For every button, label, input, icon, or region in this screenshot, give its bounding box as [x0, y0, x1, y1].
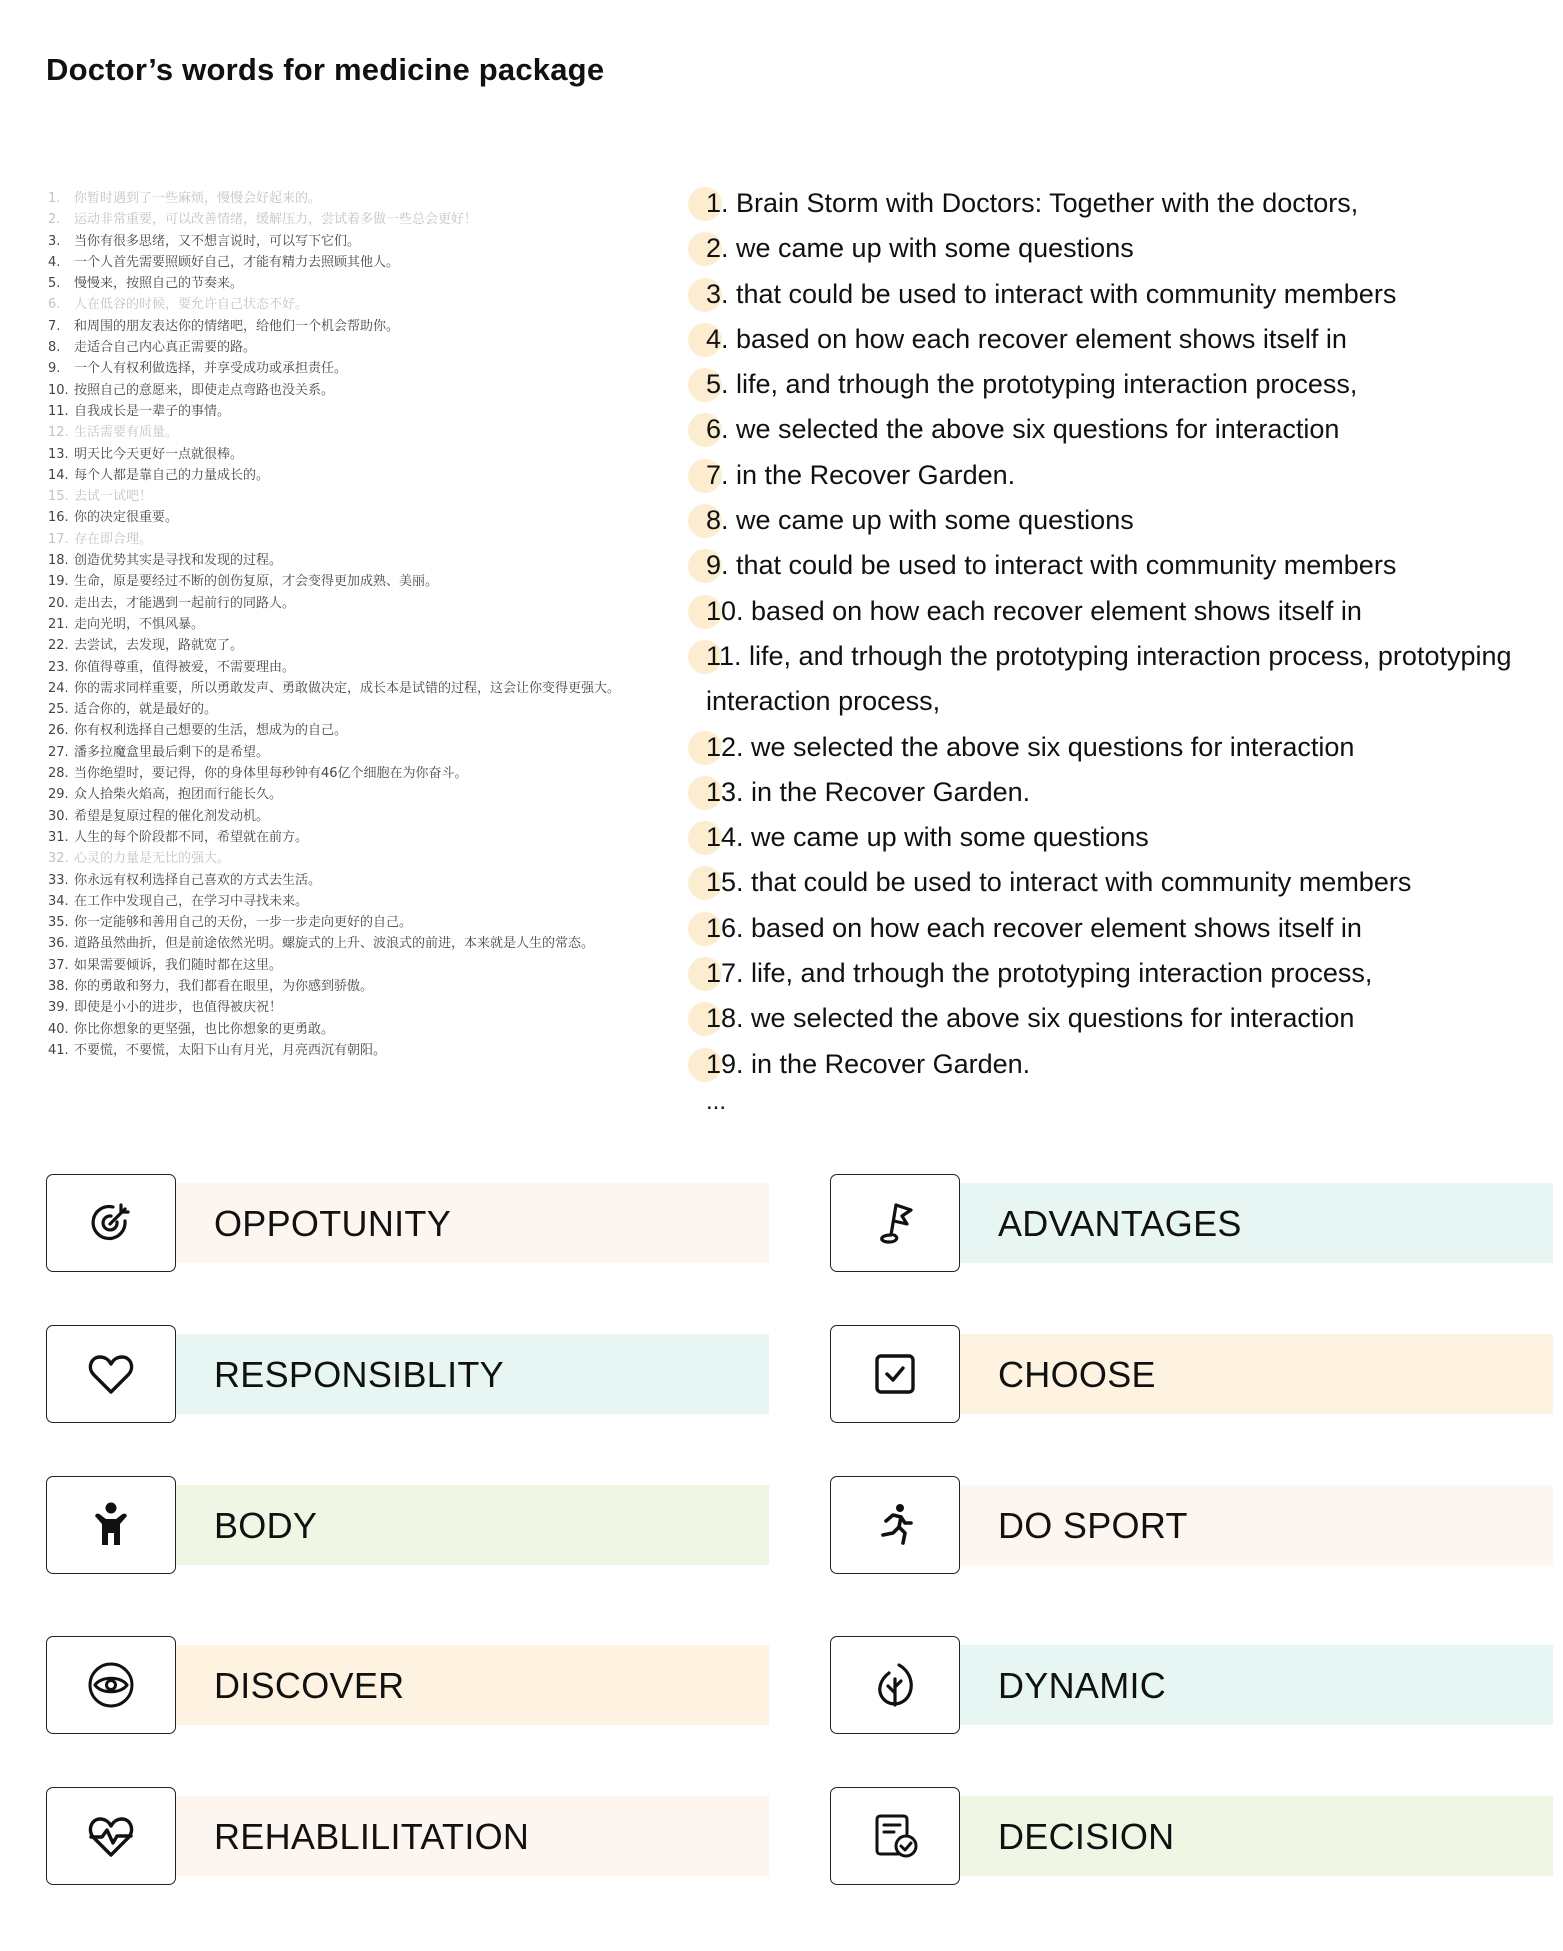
en-list-item: 3. that could be used to interact with community members	[692, 272, 1552, 317]
cn-list-number: 22.	[48, 638, 69, 654]
cn-list-item	[48, 1019, 688, 1040]
cn-list-number: 7.	[48, 318, 61, 334]
cn-list-text: 你永远有权利选择自己喜欢的方式去生活。	[74, 872, 322, 888]
cn-list-number: 14.	[48, 467, 69, 483]
cn-list-number: 28.	[48, 766, 69, 782]
card-discover	[46, 1636, 769, 1736]
cn-list-text: 去试一试吧！	[74, 489, 153, 505]
card-label: DISCOVER	[214, 1665, 405, 1706]
cn-list-item	[48, 273, 688, 294]
cn-list-number: 41.	[48, 1042, 69, 1058]
cn-list-number: 30.	[48, 808, 69, 824]
cn-list-number: 33.	[48, 872, 69, 888]
cn-list-item	[48, 358, 688, 379]
cn-list-text: 潘多拉魔盒里最后剩下的是希望。	[74, 744, 270, 760]
cn-list-item	[48, 188, 688, 209]
cn-list-item	[48, 784, 688, 805]
cn-list-text: 生命，原是要经过不断的创伤复原，才会变得更加成熟、美丽。	[74, 574, 439, 590]
cn-list-text: 运动非常重要，可以改善情绪，缓解压力，尝试着多做一些总会更好！	[74, 212, 478, 228]
cn-list-item	[48, 465, 688, 486]
cn-list-item	[48, 806, 688, 827]
cn-list-item	[48, 550, 688, 571]
page-title: Doctor’s words for medicine package	[46, 52, 605, 87]
en-list-item: 11. life, and trhough the prototyping interaction process, prototyping interaction process,	[692, 634, 1552, 725]
en-list-item: 6. we selected the above six questions for interaction	[692, 407, 1552, 452]
cn-list-number: 9.	[48, 361, 61, 377]
cn-list-text: 一个人有权利做选择，并享受成功或承担责任。	[74, 361, 348, 377]
cn-list-item	[48, 720, 688, 741]
en-list-item: 14. we came up with some questions	[692, 815, 1552, 860]
cn-list-number: 11.	[48, 403, 69, 419]
cn-list-item	[48, 529, 688, 550]
cn-list-number: 38.	[48, 978, 69, 994]
cn-list-number: 40.	[48, 1021, 69, 1037]
cn-list-item	[48, 209, 688, 230]
english-notes-list	[692, 181, 1552, 1087]
card-label: OPPOTUNITY	[214, 1203, 452, 1244]
cn-list-number: 2.	[48, 212, 61, 228]
cn-list-number: 36.	[48, 936, 69, 952]
cn-list-text: 慢慢来，按照自己的节奏来。	[74, 276, 244, 292]
cn-list-text: 走出去，才能遇到一起前行的同路人。	[74, 595, 296, 611]
card-label: CHOOSE	[998, 1354, 1156, 1395]
en-list-item: 19. in the Recover Garden.	[692, 1042, 1552, 1087]
cn-list-text: 走适合自己内心真正需要的路。	[74, 340, 257, 356]
cn-list-item	[48, 933, 688, 954]
en-list-item: 2. we came up with some questions	[692, 226, 1552, 271]
cn-list-item	[48, 912, 688, 933]
cn-list-number: 39.	[48, 1000, 69, 1016]
cn-list-number: 13.	[48, 446, 69, 462]
cn-list-text: 在工作中发现自己，在学习中寻找未来。	[74, 893, 309, 909]
cn-list-text: 创造优势其实是寻找和发现的过程。	[74, 553, 283, 569]
cn-list-number: 12.	[48, 425, 69, 441]
card-responsibility	[46, 1325, 769, 1425]
cn-list-number: 31.	[48, 829, 69, 845]
cn-list-item	[48, 678, 688, 699]
cn-list-number: 21.	[48, 616, 69, 632]
card-label: DECISION	[998, 1816, 1175, 1857]
cn-list-number: 19.	[48, 574, 69, 590]
en-list-item: 10. based on how each recover element shows itself in	[692, 589, 1552, 634]
cn-list-text: 适合你的，就是最好的。	[74, 702, 218, 718]
cn-list-item	[48, 401, 688, 422]
cn-list-number: 4.	[48, 254, 61, 270]
card-dynamic	[830, 1636, 1553, 1736]
card-body	[46, 1476, 769, 1576]
cn-list-item	[48, 657, 688, 678]
card-label: RESPONSIBLITY	[214, 1354, 504, 1395]
en-list-item: 12. we selected the above six questions for interaction	[692, 725, 1552, 770]
cn-list-text: 你比你想象的更坚强，也比你想象的更勇敢。	[74, 1021, 335, 1037]
document-check-icon	[830, 1787, 960, 1885]
cn-list-item	[48, 635, 688, 656]
cn-list-text: 自我成长是一辈子的事情。	[74, 403, 231, 419]
cn-list-item	[48, 870, 688, 891]
cn-list-number: 18.	[48, 553, 69, 569]
cn-list-item	[48, 444, 688, 465]
cn-list-number: 26.	[48, 723, 69, 739]
en-list-item: 16. based on how each recover element shows itself in	[692, 906, 1552, 951]
cn-list-text: 你一定能够和善用自己的天份，一步一步走向更好的自己。	[74, 915, 413, 931]
en-list-item: 13. in the Recover Garden.	[692, 770, 1552, 815]
cn-list-item	[48, 486, 688, 507]
eye-icon	[46, 1636, 176, 1734]
cn-list-text: 按照自己的意愿来，即使走点弯路也没关系。	[74, 382, 335, 398]
en-list-item: 7. in the Recover Garden.	[692, 453, 1552, 498]
card-opportunity	[46, 1174, 769, 1274]
cn-list-number: 24.	[48, 680, 69, 696]
target-icon	[46, 1174, 176, 1272]
en-list-item: 15. that could be used to interact with community members	[692, 860, 1552, 905]
cn-list-number: 3.	[48, 233, 61, 249]
cn-list-text: 你值得尊重，值得被爱，不需要理由。	[74, 659, 296, 675]
list-ellipsis: ...	[706, 1088, 727, 1115]
cn-list-item	[48, 294, 688, 315]
cn-list-number: 6.	[48, 297, 61, 313]
cn-list-number: 32.	[48, 851, 69, 867]
cn-list-number: 27.	[48, 744, 69, 760]
card-label: BODY	[214, 1505, 318, 1546]
cn-list-item	[48, 252, 688, 273]
cn-list-text: 不要慌，不要慌，太阳下山有月光，月亮西沉有朝阳。	[74, 1042, 387, 1058]
cn-list-text: 当你有很多思绪，又不想言说时，可以写下它们。	[74, 233, 361, 249]
cn-list-item	[48, 763, 688, 784]
cn-list-item	[48, 699, 688, 720]
en-list-item: 9. that could be used to interact with community members	[692, 543, 1552, 588]
cn-list-text: 你有权利选择自己想要的生活，想成为的自己。	[74, 723, 348, 739]
cn-list-item	[48, 422, 688, 443]
en-list-item: 17. life, and trhough the prototyping interaction process,	[692, 951, 1552, 996]
cn-list-number: 34.	[48, 893, 69, 909]
en-list-item: 1. Brain Storm with Doctors: Together with the doctors,	[692, 181, 1552, 226]
en-list-item: 4. based on how each recover element shows itself in	[692, 317, 1552, 362]
heartbeat-icon	[46, 1787, 176, 1885]
cn-list-item	[48, 976, 688, 997]
card-choose	[830, 1325, 1553, 1425]
cn-list-text: 生活需要有质量。	[74, 425, 179, 441]
cn-list-text: 人生的每个阶段都不同，希望就在前方。	[74, 829, 309, 845]
cn-list-text: 你暂时遇到了一些麻烦，慢慢会好起来的。	[74, 191, 322, 206]
en-list-item: 8. we came up with some questions	[692, 498, 1552, 543]
cn-list-number: 16.	[48, 510, 69, 526]
cn-list-text: 去尝试，去发现，路就宽了。	[74, 638, 244, 654]
checkbox-icon	[830, 1325, 960, 1423]
cn-list-item	[48, 1040, 688, 1061]
cn-list-text: 人在低谷的时候，要允许自己状态不好。	[74, 297, 309, 313]
cn-list-item	[48, 742, 688, 763]
cn-list-text: 明天比今天更好一点就很棒。	[74, 446, 244, 462]
cn-list-text: 心灵的力量是无比的强大。	[74, 851, 231, 867]
card-label: DO SPORT	[998, 1505, 1188, 1546]
cn-list-item	[48, 337, 688, 358]
cn-list-item	[48, 997, 688, 1018]
card-label: ADVANTAGES	[998, 1203, 1242, 1244]
cn-list-number: 5.	[48, 276, 61, 292]
cn-list-number: 1.	[48, 191, 61, 206]
card-do-sport	[830, 1476, 1553, 1576]
cn-list-text: 存在即合理。	[74, 531, 153, 547]
card-advantages	[830, 1174, 1553, 1274]
card-label: REHABLILITATION	[214, 1816, 530, 1857]
running-icon	[830, 1476, 960, 1574]
cn-list-number: 8.	[48, 340, 61, 356]
heart-icon	[46, 1325, 176, 1423]
cn-list-text: 即使是小小的进步，也值得被庆祝！	[74, 1000, 283, 1016]
en-list-item: 5. life, and trhough the prototyping interaction process,	[692, 362, 1552, 407]
cn-list-text: 众人拾柴火焰高，抱团而行能长久。	[74, 787, 283, 803]
cn-list-text: 你的勇敢和努力，我们都看在眼里，为你感到骄傲。	[74, 978, 374, 994]
cn-list-item	[48, 827, 688, 848]
cn-list-item	[48, 316, 688, 337]
cn-list-item	[48, 614, 688, 635]
cn-list-text: 你的决定很重要。	[74, 510, 179, 526]
cn-list-number: 10.	[48, 382, 69, 398]
card-decision	[830, 1787, 1553, 1887]
cn-list-text: 当你绝望时，要记得，你的身体里每秒钟有46亿个细胞在为你奋斗。	[74, 766, 468, 782]
cn-list-item	[48, 593, 688, 614]
cn-list-text: 你的需求同样重要，所以勇敢发声、勇敢做决定，成长本是试错的过程，这会让你变得更强大。	[74, 680, 621, 696]
chinese-words-list	[48, 188, 688, 1061]
cn-list-item	[48, 380, 688, 401]
cn-list-text: 希望是复原过程的催化剂发动机。	[74, 808, 270, 824]
cn-list-number: 17.	[48, 531, 69, 547]
cn-list-number: 15.	[48, 489, 69, 505]
cn-list-text: 和周围的朋友表达你的情绪吧，给他们一个机会帮助你。	[74, 318, 400, 334]
cn-list-item	[48, 231, 688, 252]
cn-list-item	[48, 848, 688, 869]
card-rehabilitation	[46, 1787, 769, 1887]
cn-list-text: 道路虽然曲折，但是前途依然光明。螺旋式的上升、波浪式的前进，本来就是人生的常态。	[74, 936, 595, 952]
cn-list-number: 35.	[48, 915, 69, 931]
cn-list-number: 37.	[48, 957, 69, 973]
cn-list-text: 如果需要倾诉，我们随时都在这里。	[74, 957, 283, 973]
cn-list-number: 20.	[48, 595, 69, 611]
cn-list-text: 每个人都是靠自己的力量成长的。	[74, 467, 270, 483]
cn-list-item	[48, 955, 688, 976]
cn-list-item	[48, 507, 688, 528]
card-label: DYNAMIC	[998, 1665, 1167, 1706]
cn-list-number: 29.	[48, 787, 69, 803]
cn-list-number: 25.	[48, 702, 69, 718]
en-list-item: 18. we selected the above six questions for interaction	[692, 996, 1552, 1041]
cn-list-item	[48, 891, 688, 912]
cn-list-item	[48, 571, 688, 592]
leaf-icon	[830, 1636, 960, 1734]
cn-list-text: 走向光明，不惧风暴。	[74, 616, 205, 632]
person-icon	[46, 1476, 176, 1574]
flag-icon	[830, 1174, 960, 1272]
cn-list-number: 23.	[48, 659, 69, 675]
cn-list-text: 一个人首先需要照顾好自己，才能有精力去照顾其他人。	[74, 254, 400, 270]
